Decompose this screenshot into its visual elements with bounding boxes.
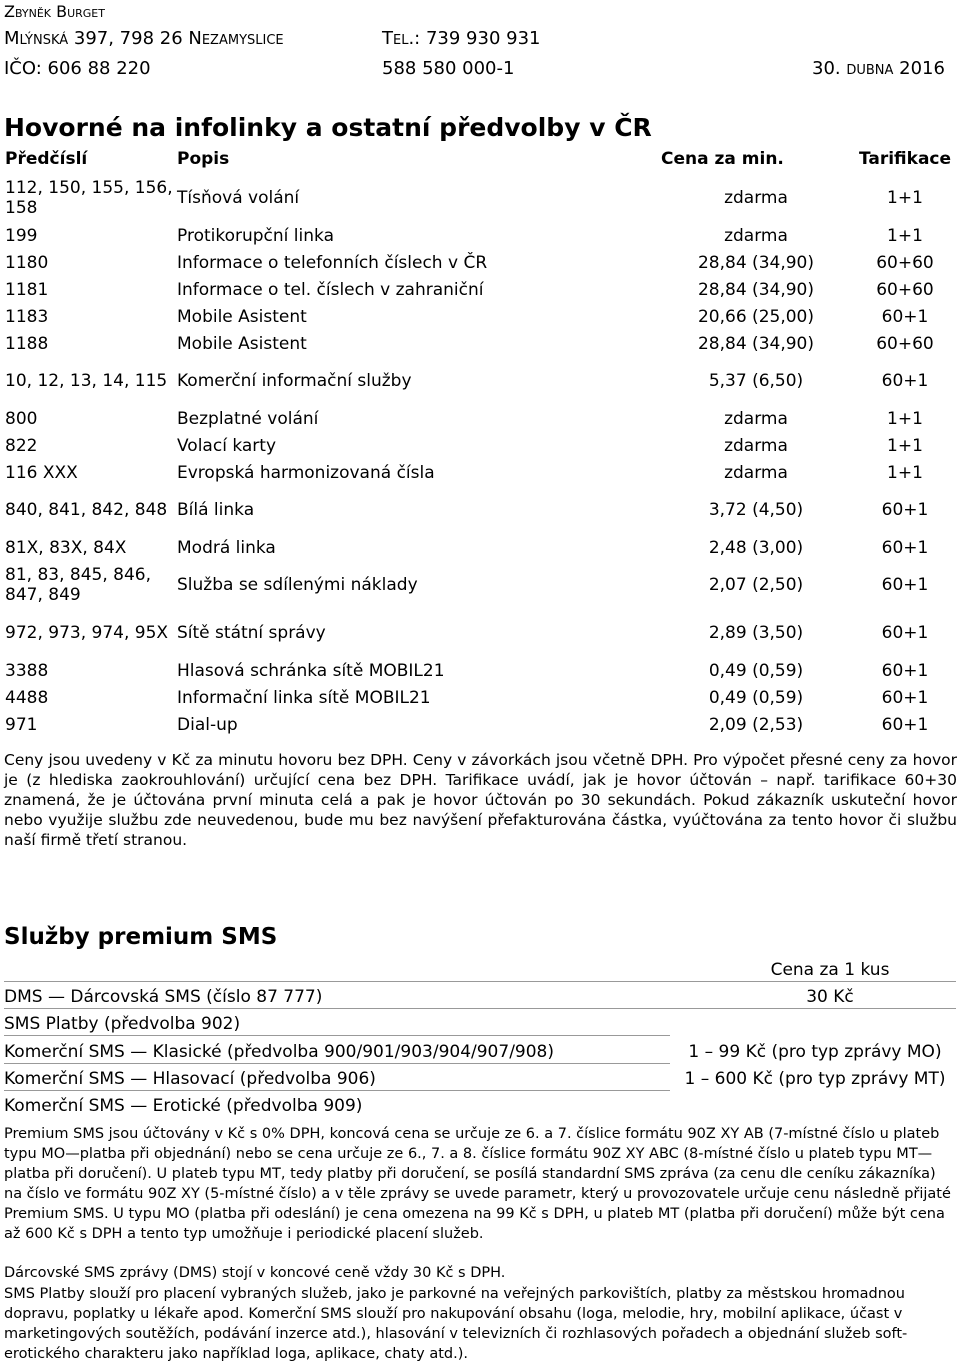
cell-price: 3,72 (4,50) (708, 500, 804, 520)
cell-price: 2,09 (2,53) (708, 714, 804, 735)
cell-price: 2,07 (2,50) (708, 575, 804, 595)
cell-prefix: 81X, 83X, 84X (5, 537, 127, 558)
sms-row-label: SMS Platby (předvolba 902) (4, 1014, 241, 1034)
cell-tariff: 60+1 (881, 500, 929, 520)
table-header-row (3, 144, 957, 174)
divider (4, 1035, 670, 1036)
cell-price: 28,84 (34,90) (697, 252, 814, 273)
company-address: Mlýnská 397, 798 26 Nezamyslice (4, 28, 284, 49)
cell-tariff: 60+60 (876, 252, 934, 273)
price-per-unit-header: Cena za 1 kus (770, 960, 890, 980)
cell-price: 20,66 (25,00) (697, 306, 814, 327)
bank-account: 588 580 000-1 (382, 58, 515, 79)
cell-price: zdarma (724, 408, 788, 429)
cell-prefix: 116 XXX (5, 462, 78, 483)
cell-description: Mobile Asistent (177, 306, 307, 327)
cell-tariff: 60+1 (881, 306, 929, 327)
cell-prefix: 1181 (5, 279, 49, 300)
divider (4, 1063, 670, 1064)
cell-description: Modrá linka (177, 537, 276, 558)
divider (4, 1008, 956, 1009)
cell-prefix: 10, 12, 13, 14, 115 (5, 371, 168, 391)
cell-prefix: 112, 150, 155, 156, 158 (5, 178, 173, 218)
col-header-description: Popis (177, 149, 230, 169)
cell-prefix: 1188 (5, 333, 49, 354)
table-row (3, 432, 957, 459)
cell-price: zdarma (724, 435, 788, 456)
sms-row-price: 30 Kč (806, 987, 854, 1007)
cell-tariff: 60+1 (881, 371, 929, 391)
cell-description: Komerční informační služby (177, 371, 412, 391)
cell-price: zdarma (724, 462, 788, 483)
table-row (3, 405, 957, 432)
cell-tariff: 60+1 (881, 714, 929, 735)
cell-description: Volací karty (177, 435, 277, 456)
donor-sms-paragraph: Dárcovské SMS zprávy (DMS) stojí v koncové ceně vždy 30 Kč s DPH. (4, 1265, 506, 1281)
table-row (3, 486, 957, 534)
col-header-price: Cena za min. (661, 149, 784, 169)
table-row (3, 657, 957, 684)
cell-price: zdarma (724, 225, 788, 246)
sms-row-price: 1 – 99 Kč (pro typ zprávy MO) (688, 1042, 942, 1062)
cell-description: Informační linka sítě MOBIL21 (177, 687, 431, 708)
sms-row-label: Komerční SMS — Hlasovací (předvolba 906) (4, 1069, 376, 1089)
cell-price: 2,48 (3,00) (708, 537, 804, 558)
cell-description: Služba se sdílenými náklady (177, 575, 418, 595)
table-row (3, 534, 957, 561)
cell-prefix: 3388 (5, 660, 49, 681)
cell-price: 28,84 (34,90) (697, 333, 814, 354)
cell-tariff: 60+1 (881, 623, 929, 643)
cell-price: 0,49 (0,59) (708, 687, 804, 708)
cell-prefix: 822 (5, 435, 38, 456)
cell-price: 28,84 (34,90) (697, 279, 814, 300)
table-row (3, 276, 957, 303)
divider (4, 981, 956, 982)
cell-tariff: 60+60 (876, 333, 934, 354)
cell-prefix: 972, 973, 974, 95X (5, 623, 169, 643)
infoline-rates-table (3, 144, 957, 738)
cell-price: zdarma (724, 188, 788, 208)
sms-row-label: Komerční SMS — Klasické (předvolba 900/901/903/904/907/908) (4, 1042, 555, 1062)
cell-description: Evropská harmonizovaná čísla (177, 462, 435, 483)
cell-description: Informace o tel. číslech v zahraniční (177, 279, 484, 300)
table-row (3, 684, 957, 711)
cell-tariff: 1+1 (887, 225, 923, 246)
cell-price: 2,89 (3,50) (708, 623, 804, 643)
cell-price: 5,37 (6,50) (708, 371, 804, 391)
cell-description: Bílá linka (177, 500, 255, 520)
section-title-premium-sms: Služby premium SMS (4, 924, 278, 950)
pricing-note: Ceny jsou uvedeny v Kč za minutu hovoru bez DPH. Ceny v závorkách jsou včetně DPH. Pro výpočet přesné ceny za hovor je (z hlediska zaokrouhlování) určující cena bez DPH. Tarifikace uvádí, jak je hovor účtován – např. tarifikace 60+30 znamená, že je účtována první minuta celá a pak je hovor účtován po 30 sekundách. Pokud zákazník uskuteční hovor nebo využije službu zde neuvedenou, bude mu bez navýšení přefakturována částka, vyúčtována za tento hovor či službu naší firmě třetí stranou. (4, 751, 957, 849)
cell-description: Bezplatné volání (177, 408, 319, 429)
cell-prefix: 1180 (5, 252, 49, 273)
table-row (3, 222, 957, 249)
cell-price: 0,49 (0,59) (708, 660, 804, 681)
cell-prefix: 840, 841, 842, 848 (5, 500, 168, 520)
cell-tariff: 1+1 (887, 408, 923, 429)
cell-tariff: 60+1 (881, 575, 929, 595)
premium-sms-paragraph: Premium SMS jsou účtovány v Kč s 0% DPH, koncová cena se určuje ze 6. a 7. číslice formátu 90Z XY AB (7-místné číslo u plateb typu MO—platba při objednání) nebo se cena určuje ze 6., 7. a 8. číslice formátu 90Z XY ABC (8-místné číslo u plateb typu MT— platba při doručení). U plateb typu MT, tedy platby při doručení, se posílá standardní SMS zpráva (za cenu dle ceníku zákazníka) na číslo ve formátu 90Z XY (5-místné číslo) a v těle zprávy se uvede parametr, který u provozovatele určuje cenu následně přijaté Premium SMS. U typu MO (platba při odeslání) je cena omezena na 99 Kč s DPH, u plateb MT (platba při doručení) může být cena až 600 Kč s DPH a tento typ umožňuje i periodické placení služeb. (4, 1126, 951, 1242)
table-row (3, 711, 957, 738)
table-row (3, 609, 957, 657)
company-name: Zbyněk Burget (4, 2, 105, 21)
table-row (3, 174, 957, 222)
table-row (3, 303, 957, 330)
sms-payments-paragraph: SMS Platby slouží pro placení vybraných služeb, jako je parkovné na veřejných parkovištích, platby za městskou hromadnou dopravu, poplatky u lékaře apod. Komerční SMS slouží pro nakupování obsahu (loga, melodie, hry, mobilní aplikace, účast v marketingových soutěžích, podávání inzerce atd.), hlasování v televizních či rozhlasových pořadech a objednání služeb soft-erotického charakteru jako například loga, aplikace, chaty atd.). (4, 1286, 908, 1362)
cell-description: Informace o telefonních číslech v ČR (177, 252, 488, 273)
cell-prefix: 199 (5, 225, 38, 246)
cell-tariff: 60+1 (881, 687, 929, 708)
table-row (3, 459, 957, 486)
cell-description: Tísňová volání (177, 188, 300, 208)
cell-description: Dial-up (177, 714, 238, 735)
cell-description: Protikorupční linka (177, 225, 334, 246)
cell-tariff: 60+1 (881, 537, 929, 558)
cell-tariff: 1+1 (887, 462, 923, 483)
sms-row-label: Komerční SMS — Erotické (předvolba 909) (4, 1096, 363, 1116)
cell-tariff: 1+1 (887, 435, 923, 456)
cell-description: Hlasová schránka sítě MOBIL21 (177, 660, 445, 681)
cell-description: Sítě státní správy (177, 623, 326, 643)
col-header-tariff: Tarifikace (858, 149, 952, 169)
company-ico: IČO: 606 88 220 (4, 58, 151, 79)
sms-row-label: DMS — Dárcovská SMS (číslo 87 777) (4, 987, 323, 1007)
cell-tariff: 60+1 (881, 660, 929, 681)
cell-description: Mobile Asistent (177, 333, 307, 354)
sms-row-price: 1 – 600 Kč (pro typ zprávy MT) (684, 1069, 946, 1089)
table-row (3, 330, 957, 357)
table-row (3, 357, 957, 405)
table-row (3, 561, 957, 609)
cell-prefix: 800 (5, 408, 38, 429)
table-row (3, 249, 957, 276)
cell-prefix: 4488 (5, 687, 49, 708)
col-header-prefix: Předčíslí (5, 149, 88, 169)
document-date: 30. dubna 2016 (812, 58, 945, 79)
cell-prefix: 1183 (5, 306, 49, 327)
cell-prefix: 971 (5, 714, 38, 735)
divider (4, 1090, 670, 1091)
cell-prefix: 81, 83, 845, 846, 847, 849 (5, 565, 151, 605)
section-title-infolines: Hovorné na infolinky a ostatní předvolby v ČR (4, 113, 652, 142)
cell-tariff: 60+60 (876, 279, 934, 300)
cell-tariff: 1+1 (887, 188, 923, 208)
company-phone: Tel.: 739 930 931 (382, 28, 541, 49)
